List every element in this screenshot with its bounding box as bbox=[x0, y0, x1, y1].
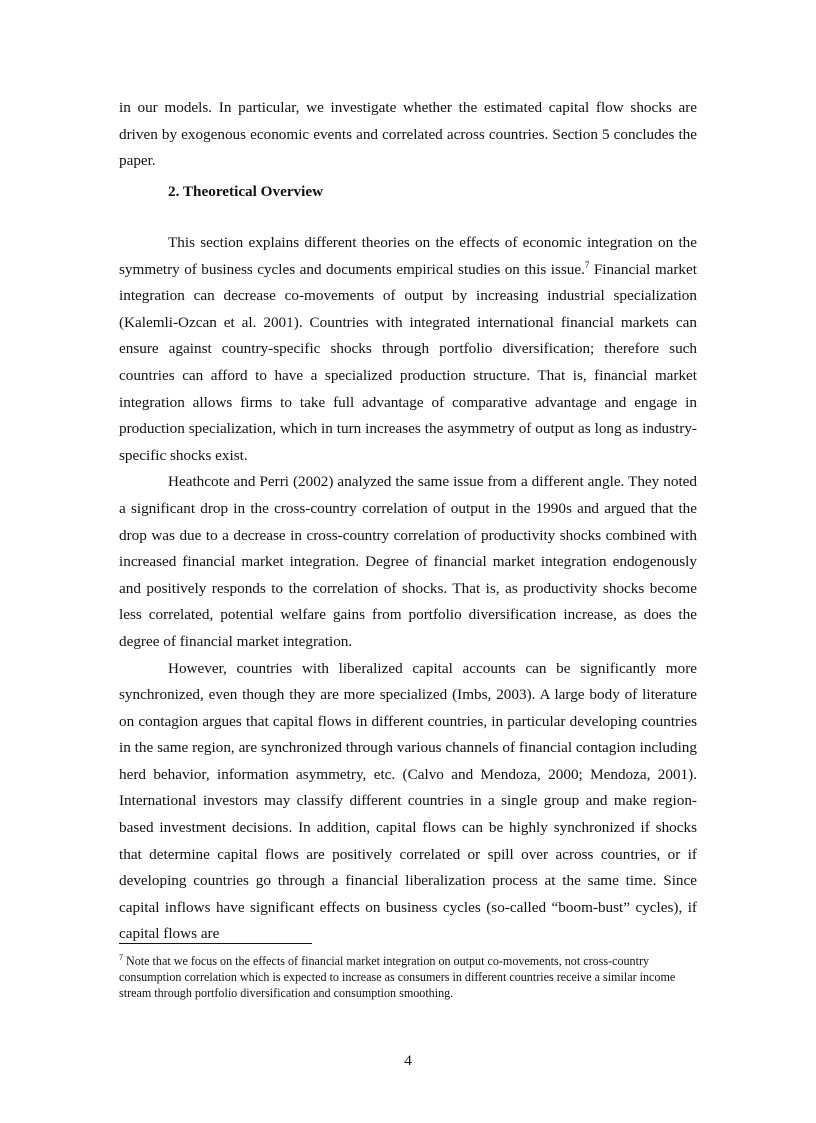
footnote-text: Note that we focus on the effects of financial market integration on output co-movements, not cross-country consumption correlation which is expected to increase as consumers in different countries receive a similar income stream through portfolio diversification and consumption smoothing. bbox=[119, 954, 676, 1001]
footnote-divider bbox=[119, 943, 312, 944]
footnote-mark: 7 bbox=[119, 952, 123, 962]
footnote-7 bbox=[119, 953, 697, 1002]
paragraph-1-text-end: Financial market integration can decrease co-movements of output by increasing industrial specialization (Kalemli-Ozcan et al. 2001). Countries with integrated international financial markets can ensure against country-specific shocks through portfolio diversification; therefore such countries can afford to have a specialized production structure. That is, financial market integration allows firms to take full advantage of comparative advantage and engage in production specialization, which in turn increases the asymmetry of output as long as industry-specific shocks exist. bbox=[119, 260, 697, 464]
section-body bbox=[119, 230, 697, 948]
paragraph-1-text-start: This section explains different theories on the effects of economic integration on the symmetry of business cycles and documents empirical studies on this issue. bbox=[119, 234, 697, 278]
paragraph-1 bbox=[119, 230, 697, 469]
footnote-reference-7[interactable]: 7 bbox=[584, 259, 590, 270]
section-title: Theoretical Overview bbox=[182, 183, 324, 200]
paragraph-3: However, countries with liberalized capital accounts can be significantly more synchronized, even though they are more specialized (Imbs, 2003). A large body of literature on contagion argues that capital flows in different countries, in particular developing countries in the same region, are synchronized through various channels of financial contagion including herd behavior, information asymmetry, etc. (Calvo and Mendoza, 2000; Mendoza, 2001). International investors may classify different countries in a single group and make region-based investment decisions. In addition, capital flows can be highly synchronized if shocks that determine capital flows are positively correlated or spill over across countries, or if developing countries go through a financial liberalization process at the same time. Since capital inflows have significant effects on business cycles (so-called “boom-bust” cycles), if capital flows are bbox=[119, 659, 697, 943]
opening-paragraph: in our models. In particular, we investigate whether the estimated capital flow shocks are driven by exogenous economic events and correlated across countries. Section 5 concludes the paper. bbox=[119, 99, 697, 170]
section-number: 2. bbox=[168, 183, 180, 200]
section-heading bbox=[168, 179, 323, 206]
paragraph-2: Heathcote and Perri (2002) analyzed the same issue from a different angle. They noted a significant drop in the cross-country correlation of output in the 1990s and argued that the drop was due to a decrease in cross-country correlation of productivity shocks combined with increased financial market integration. Degree of financial market integration endogenously and positively responds to the correlation of shocks. That is, as productivity shocks become less correlated, potential welfare gains from portfolio diversification increase, as does the degree of financial market integration. bbox=[119, 473, 697, 650]
page-number: 4 bbox=[404, 1052, 412, 1069]
